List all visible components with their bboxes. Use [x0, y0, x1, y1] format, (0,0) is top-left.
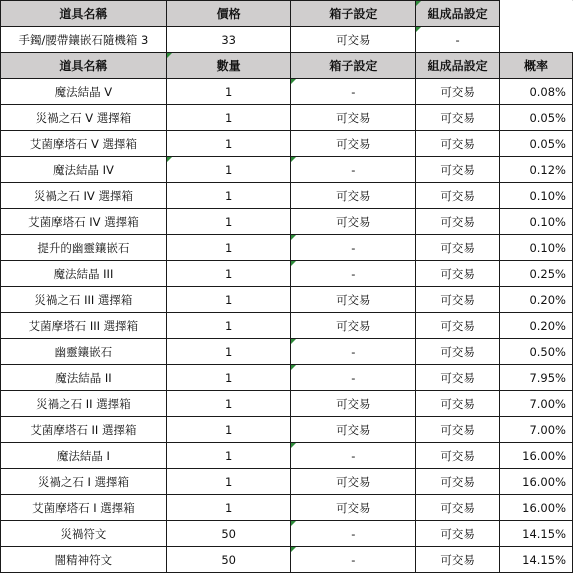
- cell-item-name[interactable]: [1, 313, 167, 339]
- cell-probability[interactable]: [500, 287, 573, 313]
- table-row: [1, 105, 573, 131]
- cell-item-name-text: 闇精神符文: [54, 552, 113, 567]
- header-item-name[interactable]: [1, 53, 167, 79]
- comment-marker-icon: [291, 443, 296, 448]
- comment-marker-icon: [291, 235, 296, 240]
- cell-probability-text: 0.20%: [529, 318, 566, 333]
- top-cell-item-name-text: 手鐲/腰帶鑲嵌石隨機箱 3: [18, 32, 149, 47]
- cell-item-name[interactable]: [1, 79, 167, 105]
- cell-box-setting[interactable]: [291, 131, 416, 157]
- top-header-price-text: 價格: [216, 7, 241, 21]
- header-item-name-text: 道具名稱: [59, 59, 108, 73]
- header-component-setting[interactable]: [416, 53, 500, 79]
- cell-probability[interactable]: [500, 495, 573, 521]
- cell-item-name[interactable]: [1, 209, 167, 235]
- table-row: [1, 365, 573, 391]
- cell-quantity[interactable]: [166, 209, 291, 235]
- cell-component-setting[interactable]: [416, 547, 500, 573]
- cell-item-name[interactable]: [1, 443, 167, 469]
- cell-quantity-text: 50: [221, 552, 236, 567]
- cell-probability-text: 0.10%: [529, 188, 566, 203]
- header-quantity[interactable]: [166, 53, 291, 79]
- cell-component-setting-text: 可交易: [440, 110, 475, 125]
- cell-item-name-text: 魔法結晶 III: [53, 266, 114, 281]
- cell-probability[interactable]: [500, 261, 573, 287]
- comment-marker-icon: [416, 27, 421, 32]
- cell-probability[interactable]: [500, 365, 573, 391]
- cell-item-name[interactable]: [1, 417, 167, 443]
- cell-box-setting-text: 可交易: [336, 292, 371, 307]
- cell-item-name-text: 艾菌摩塔石 II 選擇箱: [30, 422, 137, 437]
- cell-box-setting-text: 可交易: [336, 136, 371, 151]
- cell-quantity[interactable]: [166, 105, 291, 131]
- cell-box-setting-text: 可交易: [336, 396, 371, 411]
- cell-item-name[interactable]: [1, 105, 167, 131]
- cell-component-setting[interactable]: [416, 235, 500, 261]
- cell-component-setting-text: 可交易: [440, 526, 475, 541]
- cell-box-setting-text: 可交易: [336, 500, 371, 515]
- table-row: [1, 495, 573, 521]
- cell-component-setting-text: 可交易: [440, 370, 475, 385]
- top-cell-price-text: 33: [221, 32, 236, 47]
- header-probability[interactable]: [500, 53, 573, 79]
- cell-item-name-text: 魔法結晶 II: [55, 370, 112, 385]
- cell-quantity[interactable]: [166, 235, 291, 261]
- cell-box-setting-text: -: [351, 84, 356, 99]
- cell-component-setting[interactable]: [416, 443, 500, 469]
- cell-probability[interactable]: [500, 79, 573, 105]
- table-row: [1, 547, 573, 573]
- cell-box-setting[interactable]: [291, 157, 416, 183]
- comment-marker-icon: [167, 53, 172, 58]
- cell-quantity-text: 1: [225, 370, 233, 385]
- cell-probability[interactable]: [500, 209, 573, 235]
- cell-component-setting[interactable]: [416, 313, 500, 339]
- top-header-row: [1, 1, 573, 27]
- cell-probability[interactable]: [500, 417, 573, 443]
- cell-probability-text: 0.10%: [529, 240, 566, 255]
- cell-box-setting-text: 可交易: [336, 188, 371, 203]
- cell-quantity-text: 1: [225, 500, 233, 515]
- cell-box-setting-text: 可交易: [336, 318, 371, 333]
- cell-probability-text: 16.00%: [522, 474, 566, 489]
- table-row: [1, 79, 573, 105]
- cell-quantity[interactable]: [166, 131, 291, 157]
- cell-probability-text: 7.00%: [529, 422, 566, 437]
- cell-item-name-text: 幽靈鑲嵌石: [54, 344, 113, 359]
- cell-box-setting-text: -: [351, 552, 356, 567]
- comment-marker-icon: [291, 339, 296, 344]
- cell-box-setting[interactable]: [291, 339, 416, 365]
- table-row: [1, 131, 573, 157]
- cell-probability[interactable]: [500, 339, 573, 365]
- cell-quantity[interactable]: [166, 287, 291, 313]
- cell-item-name[interactable]: [1, 469, 167, 495]
- comment-marker-icon: [291, 261, 296, 266]
- cell-box-setting-text: -: [351, 370, 356, 385]
- table-row: [1, 313, 573, 339]
- cell-probability[interactable]: [500, 235, 573, 261]
- cell-component-setting-text: 可交易: [440, 136, 475, 151]
- header-box-setting[interactable]: [291, 53, 416, 79]
- cell-box-setting[interactable]: [291, 365, 416, 391]
- cell-quantity-text: 1: [225, 474, 233, 489]
- table-row: [1, 157, 573, 183]
- cell-probability[interactable]: [500, 313, 573, 339]
- comment-marker-icon: [416, 1, 421, 6]
- cell-quantity-text: 1: [225, 292, 233, 307]
- comment-marker-icon: [291, 521, 296, 526]
- table-row: [1, 339, 573, 365]
- cell-probability-text: 7.95%: [529, 370, 566, 385]
- table-row: [1, 443, 573, 469]
- cell-component-setting[interactable]: [416, 183, 500, 209]
- cell-item-name-text: 魔法結晶 IV: [52, 162, 114, 177]
- cell-quantity-text: 1: [225, 214, 233, 229]
- cell-component-setting-text: 可交易: [440, 240, 475, 255]
- cell-quantity-text: 1: [225, 188, 233, 203]
- cell-quantity-text: 1: [225, 318, 233, 333]
- cell-box-setting-text: -: [351, 344, 356, 359]
- cell-probability[interactable]: [500, 391, 573, 417]
- comment-marker-icon: [291, 365, 296, 370]
- cell-box-setting[interactable]: [291, 495, 416, 521]
- cell-quantity-text: 1: [225, 422, 233, 437]
- cell-probability-text: 0.10%: [529, 214, 566, 229]
- cell-box-setting-text: -: [351, 526, 356, 541]
- cell-probability-text: 14.15%: [522, 526, 566, 541]
- comment-marker-icon: [291, 547, 296, 552]
- cell-probability-text: 0.20%: [529, 292, 566, 307]
- cell-item-name[interactable]: [1, 235, 167, 261]
- cell-component-setting[interactable]: [416, 417, 500, 443]
- comment-marker-icon: [291, 157, 296, 162]
- cell-box-setting[interactable]: [291, 79, 416, 105]
- cell-component-setting[interactable]: [416, 131, 500, 157]
- cell-quantity-text: 1: [225, 240, 233, 255]
- cell-item-name-text: 魔法結晶 I: [56, 448, 110, 463]
- cell-box-setting[interactable]: [291, 313, 416, 339]
- top-cell-box-setting[interactable]: [291, 27, 416, 53]
- cell-quantity-text: 50: [221, 526, 236, 541]
- cell-probability-text: 0.25%: [529, 266, 566, 281]
- cell-component-setting-text: 可交易: [440, 214, 475, 229]
- cell-probability[interactable]: [500, 521, 573, 547]
- cell-quantity[interactable]: [166, 365, 291, 391]
- cell-quantity-text: 1: [225, 344, 233, 359]
- top-header-box-setting[interactable]: [291, 1, 416, 27]
- top-header-component-setting[interactable]: [416, 1, 500, 27]
- cell-probability-text: 0.12%: [529, 162, 566, 177]
- cell-item-name[interactable]: [1, 183, 167, 209]
- cell-probability-text: 0.08%: [529, 84, 566, 99]
- empty-cell[interactable]: [500, 27, 573, 53]
- cell-quantity[interactable]: [166, 469, 291, 495]
- table-row: [1, 469, 573, 495]
- cell-box-setting[interactable]: [291, 521, 416, 547]
- cell-probability-text: 16.00%: [522, 448, 566, 463]
- table-row: [1, 209, 573, 235]
- comment-marker-icon: [291, 79, 296, 84]
- cell-item-name[interactable]: [1, 365, 167, 391]
- cell-box-setting[interactable]: [291, 391, 416, 417]
- cell-quantity[interactable]: [166, 79, 291, 105]
- cell-item-name-text: 艾菌摩塔石 IV 選擇箱: [28, 214, 139, 229]
- cell-component-setting[interactable]: [416, 469, 500, 495]
- cell-item-name-text: 艾菌摩塔石 I 選擇箱: [32, 500, 135, 515]
- cell-box-setting[interactable]: [291, 547, 416, 573]
- cell-component-setting[interactable]: [416, 287, 500, 313]
- cell-component-setting[interactable]: [416, 391, 500, 417]
- cell-probability[interactable]: [500, 547, 573, 573]
- cell-component-setting[interactable]: [416, 79, 500, 105]
- cell-component-setting-text: 可交易: [440, 84, 475, 99]
- table-row: [1, 391, 573, 417]
- top-header-box-setting-text: 箱子設定: [329, 7, 378, 21]
- top-cell-price[interactable]: [166, 27, 291, 53]
- cell-item-name[interactable]: [1, 261, 167, 287]
- cell-box-setting-text: 可交易: [336, 214, 371, 229]
- cell-item-name-text: 災禍之石 I 選擇箱: [37, 474, 130, 489]
- comment-marker-icon: [167, 157, 172, 162]
- cell-component-setting[interactable]: [416, 495, 500, 521]
- cell-component-setting-text: 可交易: [440, 266, 475, 281]
- table-row: [1, 287, 573, 313]
- cell-box-setting-text: 可交易: [336, 422, 371, 437]
- cell-component-setting-text: 可交易: [440, 292, 475, 307]
- top-header-price[interactable]: [166, 1, 291, 27]
- cell-quantity[interactable]: [166, 495, 291, 521]
- cell-quantity[interactable]: [166, 313, 291, 339]
- table-row: [1, 261, 573, 287]
- cell-box-setting-text: 可交易: [336, 110, 371, 125]
- cell-quantity[interactable]: [166, 157, 291, 183]
- table-row: [1, 417, 573, 443]
- top-header-item-name[interactable]: [1, 1, 167, 27]
- top-cell-component-setting-text: -: [455, 32, 460, 47]
- cell-component-setting[interactable]: [416, 339, 500, 365]
- cell-quantity[interactable]: [166, 417, 291, 443]
- cell-component-setting-text: 可交易: [440, 500, 475, 515]
- cell-box-setting-text: -: [351, 240, 356, 255]
- cell-item-name[interactable]: [1, 521, 167, 547]
- top-cell-item-name[interactable]: [1, 27, 167, 53]
- cell-quantity[interactable]: [166, 521, 291, 547]
- cell-component-setting-text: 可交易: [440, 344, 475, 359]
- cell-box-setting[interactable]: [291, 183, 416, 209]
- cell-probability-text: 16.00%: [522, 500, 566, 515]
- cell-box-setting[interactable]: [291, 417, 416, 443]
- cell-probability[interactable]: [500, 131, 573, 157]
- cell-box-setting-text: -: [351, 162, 356, 177]
- cell-component-setting-text: 可交易: [440, 162, 475, 177]
- cell-item-name-text: 提升的幽靈鑲嵌石: [37, 240, 130, 255]
- cell-item-name-text: 災禍符文: [60, 526, 107, 541]
- cell-item-name-text: 艾菌摩塔石 III 選擇箱: [28, 318, 139, 333]
- cell-probability[interactable]: [500, 105, 573, 131]
- top-header-component-setting-text: 組成品設定: [427, 7, 488, 21]
- top-cell-box-setting-text: 可交易: [336, 32, 371, 47]
- cell-quantity-text: 1: [225, 136, 233, 151]
- cell-quantity-text: 1: [225, 266, 233, 281]
- cell-item-name-text: 艾菌摩塔石 V 選擇箱: [29, 136, 138, 151]
- cell-probability-text: 14.15%: [522, 552, 566, 567]
- header-box-setting-text: 箱子設定: [329, 59, 378, 73]
- cell-item-name-text: 災禍之石 V 選擇箱: [35, 110, 132, 125]
- cell-probability[interactable]: [500, 157, 573, 183]
- cell-probability-text: 7.00%: [529, 396, 566, 411]
- cell-component-setting[interactable]: [416, 261, 500, 287]
- cell-quantity-text: 1: [225, 84, 233, 99]
- cell-item-name[interactable]: [1, 547, 167, 573]
- cell-box-setting[interactable]: [291, 209, 416, 235]
- cell-quantity[interactable]: [166, 547, 291, 573]
- cell-box-setting[interactable]: [291, 469, 416, 495]
- cell-quantity[interactable]: [166, 261, 291, 287]
- cell-quantity[interactable]: [166, 391, 291, 417]
- cell-item-name-text: 災禍之石 II 選擇箱: [36, 396, 131, 411]
- cell-item-name-text: 魔法結晶 V: [54, 84, 113, 99]
- header-quantity-text: 數量: [216, 59, 241, 73]
- cell-quantity-text: 1: [225, 396, 233, 411]
- cell-component-setting-text: 可交易: [440, 188, 475, 203]
- cell-probability[interactable]: [500, 443, 573, 469]
- main-header-row: [1, 53, 573, 79]
- cell-component-setting[interactable]: [416, 157, 500, 183]
- cell-box-setting[interactable]: [291, 287, 416, 313]
- table-row: [1, 235, 573, 261]
- cell-item-name[interactable]: [1, 495, 167, 521]
- cell-probability-text: 0.05%: [529, 136, 566, 151]
- cell-probability[interactable]: [500, 469, 573, 495]
- cell-probability-text: 0.50%: [529, 344, 566, 359]
- cell-box-setting[interactable]: [291, 235, 416, 261]
- table-row: [1, 521, 573, 547]
- cell-box-setting[interactable]: [291, 105, 416, 131]
- cell-item-name[interactable]: [1, 287, 167, 313]
- top-header-item-name-text: 道具名稱: [59, 7, 108, 21]
- cell-component-setting-text: 可交易: [440, 474, 475, 489]
- cell-item-name[interactable]: [1, 131, 167, 157]
- cell-component-setting-text: 可交易: [440, 448, 475, 463]
- cell-component-setting-text: 可交易: [440, 396, 475, 411]
- cell-component-setting[interactable]: [416, 521, 500, 547]
- cell-box-setting-text: 可交易: [336, 474, 371, 489]
- cell-component-setting[interactable]: [416, 105, 500, 131]
- cell-quantity-text: 1: [225, 162, 233, 177]
- cell-item-name[interactable]: [1, 391, 167, 417]
- cell-box-setting[interactable]: [291, 261, 416, 287]
- cell-probability-text: 0.05%: [529, 110, 566, 125]
- cell-component-setting-text: 可交易: [440, 422, 475, 437]
- cell-quantity[interactable]: [166, 339, 291, 365]
- cell-component-setting-text: 可交易: [440, 552, 475, 567]
- top-data-row: [1, 27, 573, 53]
- cell-item-name[interactable]: [1, 339, 167, 365]
- table-row: [1, 183, 573, 209]
- cell-component-setting[interactable]: [416, 209, 500, 235]
- header-component-setting-text: 組成品設定: [427, 59, 488, 73]
- top-cell-component-setting[interactable]: [416, 27, 500, 53]
- cell-box-setting-text: -: [351, 448, 356, 463]
- cell-component-setting-text: 可交易: [440, 318, 475, 333]
- cell-quantity-text: 1: [225, 448, 233, 463]
- cell-item-name-text: 災禍之石 III 選擇箱: [34, 292, 133, 307]
- cell-item-name[interactable]: [1, 157, 167, 183]
- header-probability-text: 概率: [524, 59, 549, 73]
- empty-cell[interactable]: [500, 1, 573, 27]
- cell-box-setting[interactable]: [291, 443, 416, 469]
- cell-quantity[interactable]: [166, 443, 291, 469]
- cell-item-name-text: 災禍之石 IV 選擇箱: [33, 188, 133, 203]
- cell-quantity[interactable]: [166, 183, 291, 209]
- cell-box-setting-text: -: [351, 266, 356, 281]
- cell-probability[interactable]: [500, 183, 573, 209]
- cell-quantity-text: 1: [225, 110, 233, 125]
- cell-component-setting[interactable]: [416, 365, 500, 391]
